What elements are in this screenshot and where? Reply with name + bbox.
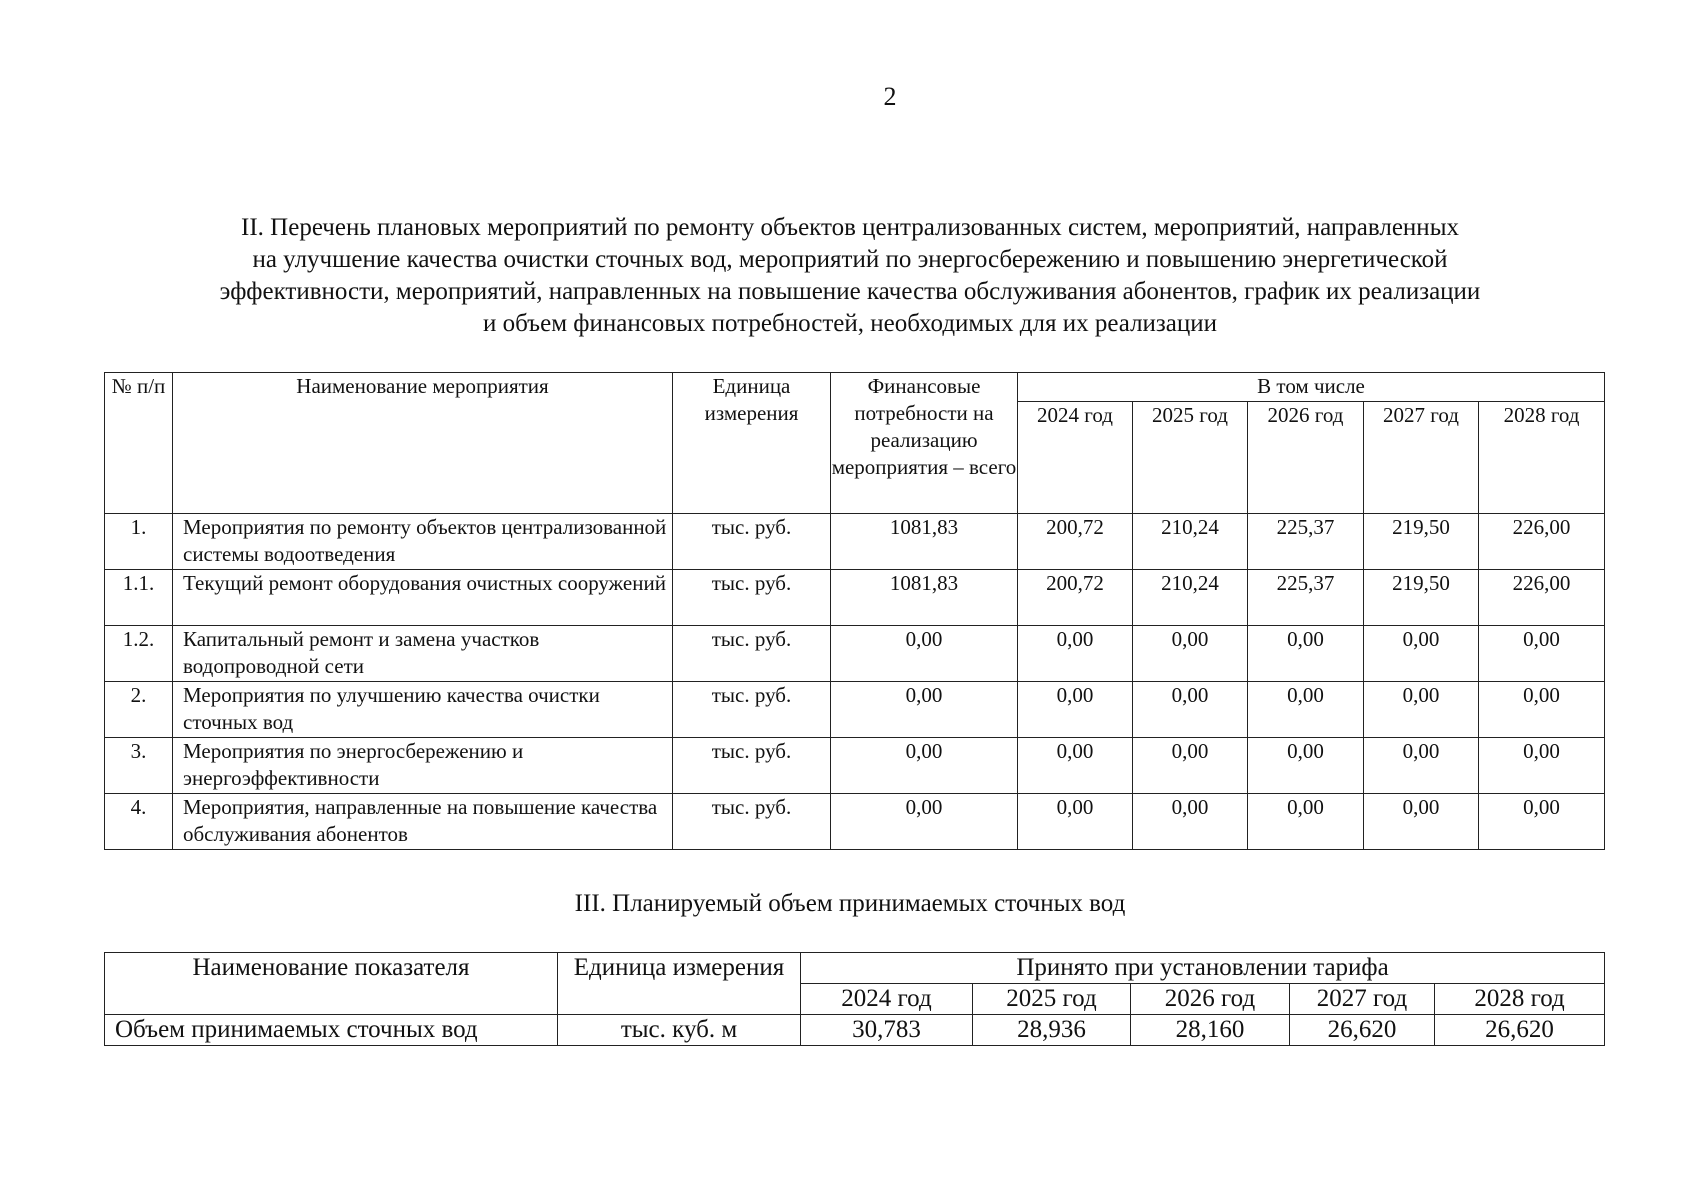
header-including: В том числе: [1018, 373, 1605, 402]
cell-total: 0,00: [831, 626, 1018, 682]
header-year: 2028 год: [1435, 984, 1605, 1015]
cell-year-value: 0,00: [1479, 794, 1605, 850]
cell-year-value: 0,00: [1248, 738, 1364, 794]
cell-measure-name: Мероприятия по энергосбережению и энергоэффективности: [173, 738, 673, 794]
header-year: 2025 год: [973, 984, 1131, 1015]
cell-unit: тыс. куб. м: [558, 1015, 801, 1046]
cell-year-value: 210,24: [1133, 570, 1248, 626]
section-2-title: [120, 212, 1580, 340]
page-number: 2: [883, 82, 897, 111]
cell-measure-name: Мероприятия по улучшению качества очистки сточных вод: [173, 682, 673, 738]
cell-year-value: 0,00: [1479, 626, 1605, 682]
cell-total: 0,00: [831, 738, 1018, 794]
cell-unit: тыс. руб.: [673, 794, 831, 850]
header-year: 2026 год: [1131, 984, 1290, 1015]
header-total: Финансовые потребности на реализацию мероприятия – всего: [831, 373, 1018, 514]
section-3-title-line: III. Планируемый объем принимаемых сточных вод: [574, 890, 1126, 917]
wastewater-volume-table: [104, 952, 1605, 1046]
cell-year-value: 0,00: [1133, 682, 1248, 738]
table-row: [105, 738, 1605, 794]
cell-unit: тыс. руб.: [673, 514, 831, 570]
cell-measure-name: Мероприятия по ремонту объектов централизованной системы водоотведения: [173, 514, 673, 570]
cell-year-value: 0,00: [1364, 738, 1479, 794]
cell-total: 0,00: [831, 682, 1018, 738]
table-row: [105, 570, 1605, 626]
cell-num: 1.: [105, 514, 173, 570]
header-unit: Единица измерения: [673, 373, 831, 514]
header-indicator: Наименование показателя: [105, 953, 558, 1015]
section-2-title-line: II. Перечень плановых мероприятий по ремонту объектов централизованных систем, мероприятий, направленных: [241, 214, 1459, 241]
header-year: 2027 год: [1364, 402, 1479, 514]
cell-year-value: 0,00: [1479, 682, 1605, 738]
cell-year-value: 0,00: [1018, 738, 1133, 794]
cell-year-value: 0,00: [1018, 794, 1133, 850]
cell-year-value: 0,00: [1364, 794, 1479, 850]
cell-year-value: 0,00: [1364, 626, 1479, 682]
cell-year-value: 210,24: [1133, 514, 1248, 570]
cell-year-value: 0,00: [1133, 738, 1248, 794]
cell-year-value: 225,37: [1248, 570, 1364, 626]
header-year: 2026 год: [1248, 402, 1364, 514]
cell-num: 4.: [105, 794, 173, 850]
cell-year-value: 26,620: [1435, 1015, 1605, 1046]
cell-year-value: 200,72: [1018, 514, 1133, 570]
cell-year-value: 226,00: [1479, 570, 1605, 626]
header-num: № п/п: [105, 373, 173, 514]
cell-num: 1.1.: [105, 570, 173, 626]
cell-year-value: 0,00: [1133, 794, 1248, 850]
plan-measures-body: [105, 514, 1605, 850]
cell-num: 3.: [105, 738, 173, 794]
cell-year-value: 219,50: [1364, 514, 1479, 570]
section-2-title-line: эффективности, мероприятий, направленных на повышение качества обслуживания абонентов, график их реализации: [219, 278, 1481, 305]
cell-year-value: 0,00: [1364, 682, 1479, 738]
cell-unit: тыс. руб.: [673, 626, 831, 682]
header-year: 2024 год: [801, 984, 973, 1015]
cell-unit: тыс. руб.: [673, 738, 831, 794]
cell-year-value: 26,620: [1290, 1015, 1435, 1046]
cell-indicator-name: Объем принимаемых сточных вод: [105, 1015, 558, 1046]
cell-year-value: 0,00: [1133, 626, 1248, 682]
cell-year-value: 226,00: [1479, 514, 1605, 570]
cell-measure-name: Мероприятия, направленные на повышение качества обслуживания абонентов: [173, 794, 673, 850]
cell-unit: тыс. руб.: [673, 682, 831, 738]
cell-year-value: 219,50: [1364, 570, 1479, 626]
cell-year-value: 0,00: [1018, 682, 1133, 738]
header-year: 2024 год: [1018, 402, 1133, 514]
plan-measures-table: [104, 372, 1605, 850]
cell-total: 0,00: [831, 794, 1018, 850]
section-3-title: [120, 888, 1580, 920]
header-unit: Единица измерения: [558, 953, 801, 1015]
table-row: [105, 682, 1605, 738]
cell-year-value: 225,37: [1248, 514, 1364, 570]
header-year: 2025 год: [1133, 402, 1248, 514]
cell-year-value: 0,00: [1248, 682, 1364, 738]
section-2-title-line: на улучшение качества очистки сточных вод, мероприятий по энергосбережению и повышению энергетической: [252, 246, 1448, 273]
table-row: [105, 514, 1605, 570]
header-year: 2028 год: [1479, 402, 1605, 514]
section-2-title-line: и объем финансовых потребностей, необходимых для их реализации: [482, 310, 1218, 337]
cell-year-value: 0,00: [1248, 794, 1364, 850]
cell-num: 1.2.: [105, 626, 173, 682]
header-name: Наименование мероприятия: [173, 373, 673, 514]
table-row: [105, 794, 1605, 850]
header-accepted: Принято при установлении тарифа: [801, 953, 1605, 984]
cell-year-value: 28,160: [1131, 1015, 1290, 1046]
cell-year-value: 200,72: [1018, 570, 1133, 626]
cell-total: 1081,83: [831, 514, 1018, 570]
cell-year-value: 30,783: [801, 1015, 973, 1046]
cell-measure-name: Текущий ремонт оборудования очистных сооружений: [173, 570, 673, 626]
table-row: [105, 626, 1605, 682]
cell-num: 2.: [105, 682, 173, 738]
cell-measure-name: Капитальный ремонт и замена участков водопроводной сети: [173, 626, 673, 682]
cell-year-value: 0,00: [1479, 738, 1605, 794]
cell-year-value: 0,00: [1018, 626, 1133, 682]
cell-unit: тыс. руб.: [673, 570, 831, 626]
cell-total: 1081,83: [831, 570, 1018, 626]
header-year: 2027 год: [1290, 984, 1435, 1015]
cell-year-value: 28,936: [973, 1015, 1131, 1046]
wastewater-volume-body: [105, 1015, 1605, 1046]
table-row: [105, 1015, 1605, 1046]
cell-year-value: 0,00: [1248, 626, 1364, 682]
